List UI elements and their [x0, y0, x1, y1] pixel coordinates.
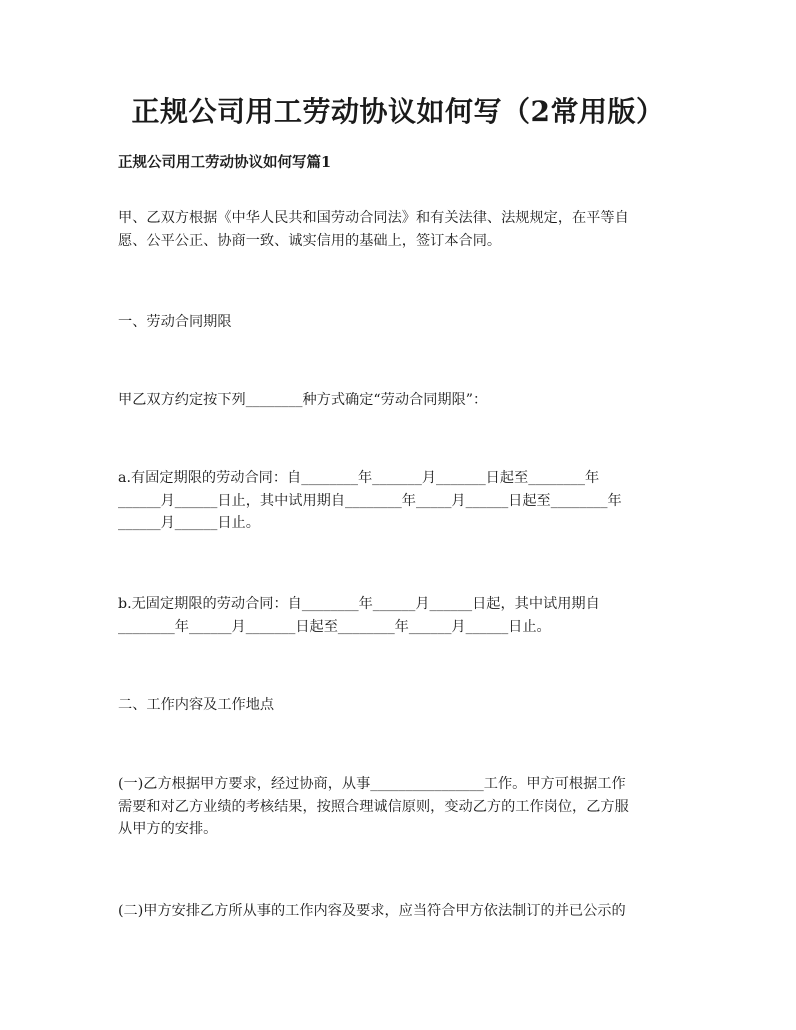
paragraph-work-requirements — [118, 900, 688, 923]
paragraph-term-method — [118, 389, 688, 412]
paragraph-open-term — [118, 593, 688, 638]
section-heading-contract-term — [118, 311, 688, 334]
text-line: 愿、公平公正、协商一致、诚实信用的基础上，签订本合同。 — [118, 232, 502, 249]
text-line: 甲乙双方约定按下列________种方式确定“劳动合同期限”： — [118, 392, 488, 408]
text-line: 从甲方的安排。 — [118, 821, 218, 837]
text-line: ______月______日止。 — [118, 515, 260, 531]
text-line: (一)乙方根据甲方要求，经过协商，从事________________工作。甲方可根据工作 — [118, 776, 626, 792]
document-title: 正规公司用工劳动协议如何写（2常用版） — [131, 95, 665, 128]
text-line: ________年______月_______日起至________年______月______日止。 — [118, 618, 551, 635]
paragraph-intro — [118, 207, 688, 252]
text-line: b.无固定期限的劳动合同：自________年______月______日起，其中试用期自 — [118, 596, 600, 612]
text-line: 甲、乙双方根据《中华人民共和国劳动合同法》和有关法律、法规规定，在平等自 — [118, 210, 629, 226]
text-line: 需要和对乙方业绩的考核结果，按照合理诚信原则，变动乙方的工作岗位，乙方服 — [118, 798, 629, 815]
text-line: a.有固定期限的劳动合同：自________年_______月_______日起至________年 — [118, 470, 600, 486]
text-line: 二、工作内容及工作地点 — [118, 697, 275, 713]
text-line: (二)甲方安排乙方所从事的工作内容及要求，应当符合甲方依法制订的并已公示的 — [118, 903, 626, 919]
document-subtitle: 正规公司用工劳动协议如何写篇1 — [118, 154, 332, 171]
paragraph-work-assignment — [118, 773, 688, 841]
text-line: ______月______日止，其中试用期自________年_____月______日起至________年 — [118, 492, 622, 509]
paragraph-fixed-term — [118, 467, 688, 535]
section-heading-work-content — [118, 694, 688, 717]
text-line: 一、劳动合同期限 — [118, 314, 232, 330]
